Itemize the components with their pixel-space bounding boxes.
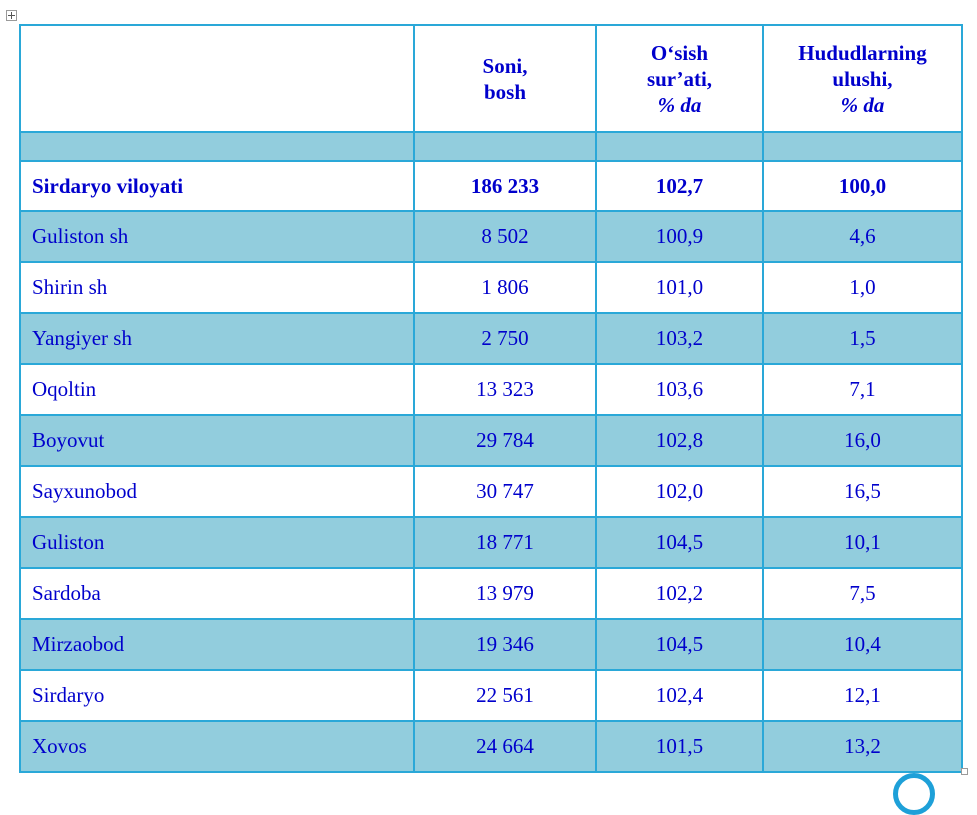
table-row — [20, 211, 962, 262]
header-region — [20, 25, 414, 132]
share-cell: 10,4 — [763, 619, 962, 670]
growth-cell: 103,6 — [596, 364, 763, 415]
region-name: Sayxunobod — [20, 466, 414, 517]
header-row — [20, 25, 962, 132]
region-name: Oqoltin — [20, 364, 414, 415]
header-growth — [596, 25, 763, 132]
header-share — [763, 25, 962, 132]
growth-cell: 102,0 — [596, 466, 763, 517]
count-cell: 19 346 — [414, 619, 596, 670]
total-row — [20, 161, 962, 211]
count-cell: 24 664 — [414, 721, 596, 772]
share-cell: 1,5 — [763, 313, 962, 364]
header-growth-line2: sur’ati, — [646, 66, 713, 91]
table-row — [20, 568, 962, 619]
region-name: Yangiyer sh — [20, 313, 414, 364]
count-cell: 13 323 — [414, 364, 596, 415]
growth-cell: 102,7 — [596, 161, 763, 211]
table-row — [20, 670, 962, 721]
header-share-unit: % da — [840, 92, 885, 117]
table-row — [20, 721, 962, 772]
region-name: Guliston sh — [20, 211, 414, 262]
header-count-line2: bosh — [483, 79, 527, 104]
count-cell: 8 502 — [414, 211, 596, 262]
growth-cell: 104,5 — [596, 517, 763, 568]
count-cell: 29 784 — [414, 415, 596, 466]
count-cell: 22 561 — [414, 670, 596, 721]
share-cell: 16,5 — [763, 466, 962, 517]
header-count-line1: Soni, — [482, 53, 528, 78]
table-row — [20, 517, 962, 568]
region-name: Sirdaryo — [20, 670, 414, 721]
growth-cell: 101,5 — [596, 721, 763, 772]
growth-cell: 101,0 — [596, 262, 763, 313]
growth-cell: 102,4 — [596, 670, 763, 721]
share-cell: 100,0 — [763, 161, 962, 211]
share-cell: 7,5 — [763, 568, 962, 619]
growth-cell: 103,2 — [596, 313, 763, 364]
count-cell: 1 806 — [414, 262, 596, 313]
count-cell: 13 979 — [414, 568, 596, 619]
table-row — [20, 313, 962, 364]
table-row — [20, 619, 962, 670]
region-name: Boyovut — [20, 415, 414, 466]
region-name: Sardoba — [20, 568, 414, 619]
spacer-cell — [763, 132, 962, 161]
share-cell: 13,2 — [763, 721, 962, 772]
count-cell: 30 747 — [414, 466, 596, 517]
table-row — [20, 415, 962, 466]
region-name: Mirzaobod — [20, 619, 414, 670]
region-name: Guliston — [20, 517, 414, 568]
growth-cell: 102,8 — [596, 415, 763, 466]
share-cell: 10,1 — [763, 517, 962, 568]
statistics-table — [19, 24, 963, 773]
header-growth-unit: % da — [657, 92, 702, 117]
region-name: Shirin sh — [20, 262, 414, 313]
region-name: Xovos — [20, 721, 414, 772]
growth-cell: 100,9 — [596, 211, 763, 262]
spacer-cell — [20, 132, 414, 161]
share-cell: 7,1 — [763, 364, 962, 415]
count-cell: 2 750 — [414, 313, 596, 364]
table-row — [20, 364, 962, 415]
growth-cell: 104,5 — [596, 619, 763, 670]
growth-cell: 102,2 — [596, 568, 763, 619]
share-cell: 12,1 — [763, 670, 962, 721]
header-growth-line1: O‘sish — [650, 40, 709, 65]
count-cell: 186 233 — [414, 161, 596, 211]
share-cell: 16,0 — [763, 415, 962, 466]
region-name: Sirdaryo viloyati — [20, 161, 414, 211]
table-resize-handle-icon[interactable] — [961, 768, 968, 775]
spacer-cell — [414, 132, 596, 161]
spacer-cell — [596, 132, 763, 161]
table-row — [20, 262, 962, 313]
table-row — [20, 466, 962, 517]
table-move-handle-icon[interactable] — [6, 10, 17, 21]
header-share-line2: ulushi, — [832, 66, 893, 91]
header-count — [414, 25, 596, 132]
spacer-row — [20, 132, 962, 161]
count-cell: 18 771 — [414, 517, 596, 568]
header-share-line1: Hududlarning — [798, 40, 927, 65]
share-cell: 1,0 — [763, 262, 962, 313]
share-cell: 4,6 — [763, 211, 962, 262]
circle-icon[interactable] — [893, 773, 935, 815]
